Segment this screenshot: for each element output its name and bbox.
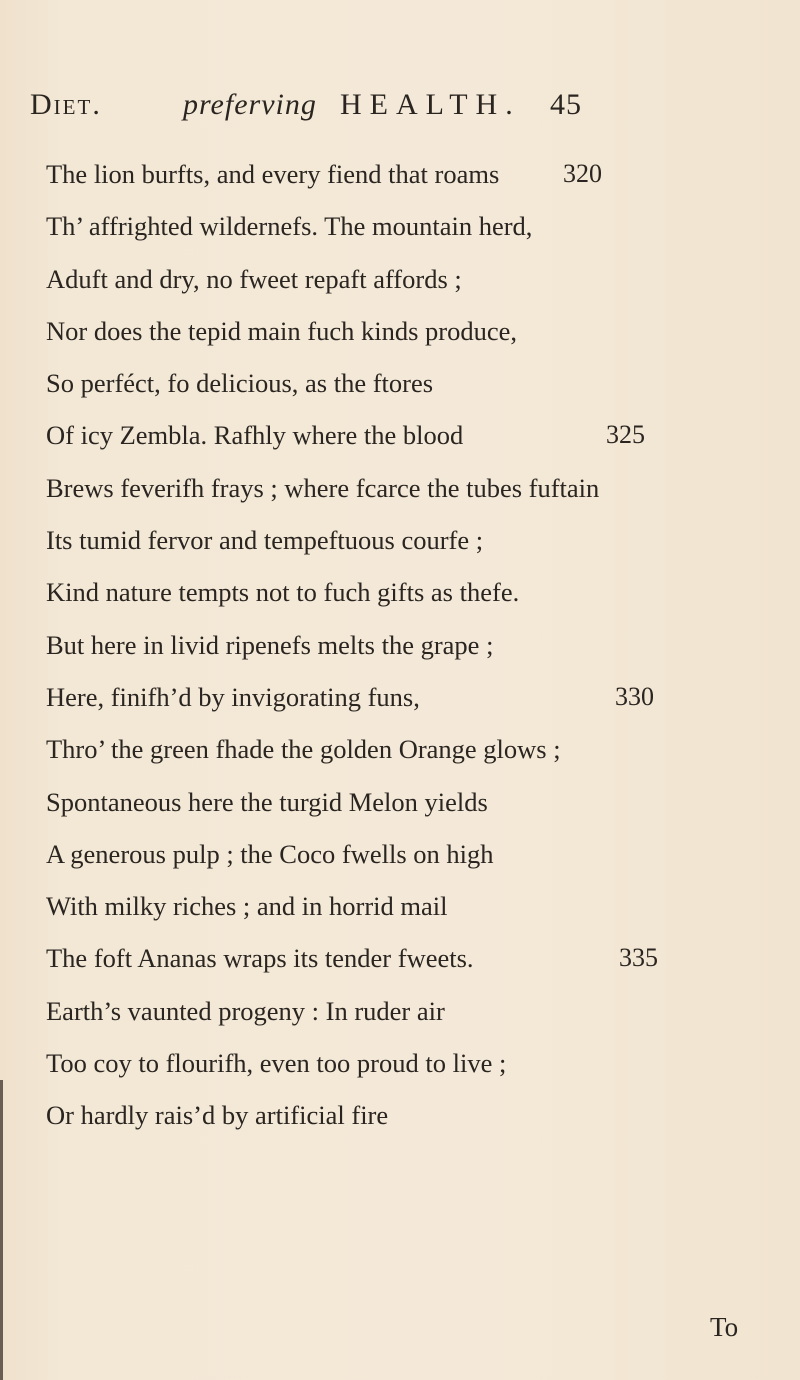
- line-text: Here, finifh’d by invigorating funs,: [46, 681, 420, 712]
- header-preserving: preferving: [183, 88, 317, 121]
- line-text: Th’ affrighted wildernefs. The mountain herd,: [46, 211, 533, 242]
- line-text: Thro’ the green fhade the golden Orange glows ;: [46, 734, 561, 765]
- poem-body: [46, 148, 746, 1142]
- poem-line: [46, 409, 746, 461]
- poem-line: [46, 305, 746, 357]
- line-text: With milky riches ; and in horrid mail: [46, 891, 448, 922]
- line-text: Too coy to flourifh, even too proud to live ;: [46, 1048, 507, 1079]
- poem-line: [46, 828, 746, 880]
- page-number: 45: [550, 88, 582, 121]
- page-edge-shadow: [0, 1080, 3, 1380]
- line-text: So perféct, fo delicious, as the ftores: [46, 368, 434, 399]
- poem-line: [46, 462, 746, 514]
- line-text: But here in livid ripenefs melts the grape ;: [46, 629, 494, 660]
- poem-line: [46, 932, 746, 984]
- line-number: 320: [563, 159, 602, 188]
- line-number: 330: [615, 681, 654, 711]
- line-text: Kind nature tempts not to fuch gifts as thefe.: [46, 577, 520, 608]
- line-text: Or hardly rais’d by artificial fire: [46, 1100, 389, 1131]
- poem-line: [46, 723, 746, 775]
- line-text: Of icy Zembla. Rafhly where the blood: [46, 420, 464, 451]
- poem-line: [46, 148, 746, 200]
- poem-line: [46, 357, 746, 409]
- line-text: The lion burfts, and every fiend that roams: [46, 159, 500, 189]
- poem-line: [46, 1037, 746, 1089]
- poem-line: [46, 619, 746, 671]
- line-text: Nor does the tepid main fuch kinds produce,: [46, 315, 517, 346]
- line-text: The foft Ananas wraps its tender fweets.: [46, 943, 474, 974]
- line-text: Spontaneous here the turgid Melon yields: [46, 786, 488, 817]
- poem-line: [46, 253, 746, 305]
- header-health: HEALTH.: [340, 88, 521, 121]
- line-text: Brews feverifh frays ; where fcarce the tubes fuftain: [46, 472, 600, 503]
- poem-line: [46, 880, 746, 932]
- line-text: Aduft and dry, no fweet repaft affords ;: [46, 263, 462, 294]
- running-header: [30, 88, 770, 138]
- poem-line: [46, 514, 746, 566]
- line-text: Earth’s vaunted progeny : In ruder air: [46, 995, 445, 1026]
- line-number: 325: [606, 420, 645, 450]
- poem-line: [46, 200, 746, 252]
- line-text: A generous pulp ; the Coco fwells on high: [46, 838, 494, 869]
- line-number: 335: [619, 943, 658, 973]
- header-diet: Diet.: [30, 88, 102, 121]
- poem-line: [46, 671, 746, 723]
- poem-line: [46, 985, 746, 1037]
- poem-line: [46, 776, 746, 828]
- line-text: Its tumid fervor and tempeftuous courfe ;: [46, 525, 484, 556]
- poem-line: [46, 566, 746, 618]
- catchword: To: [710, 1312, 739, 1342]
- poem-line: [46, 1089, 746, 1141]
